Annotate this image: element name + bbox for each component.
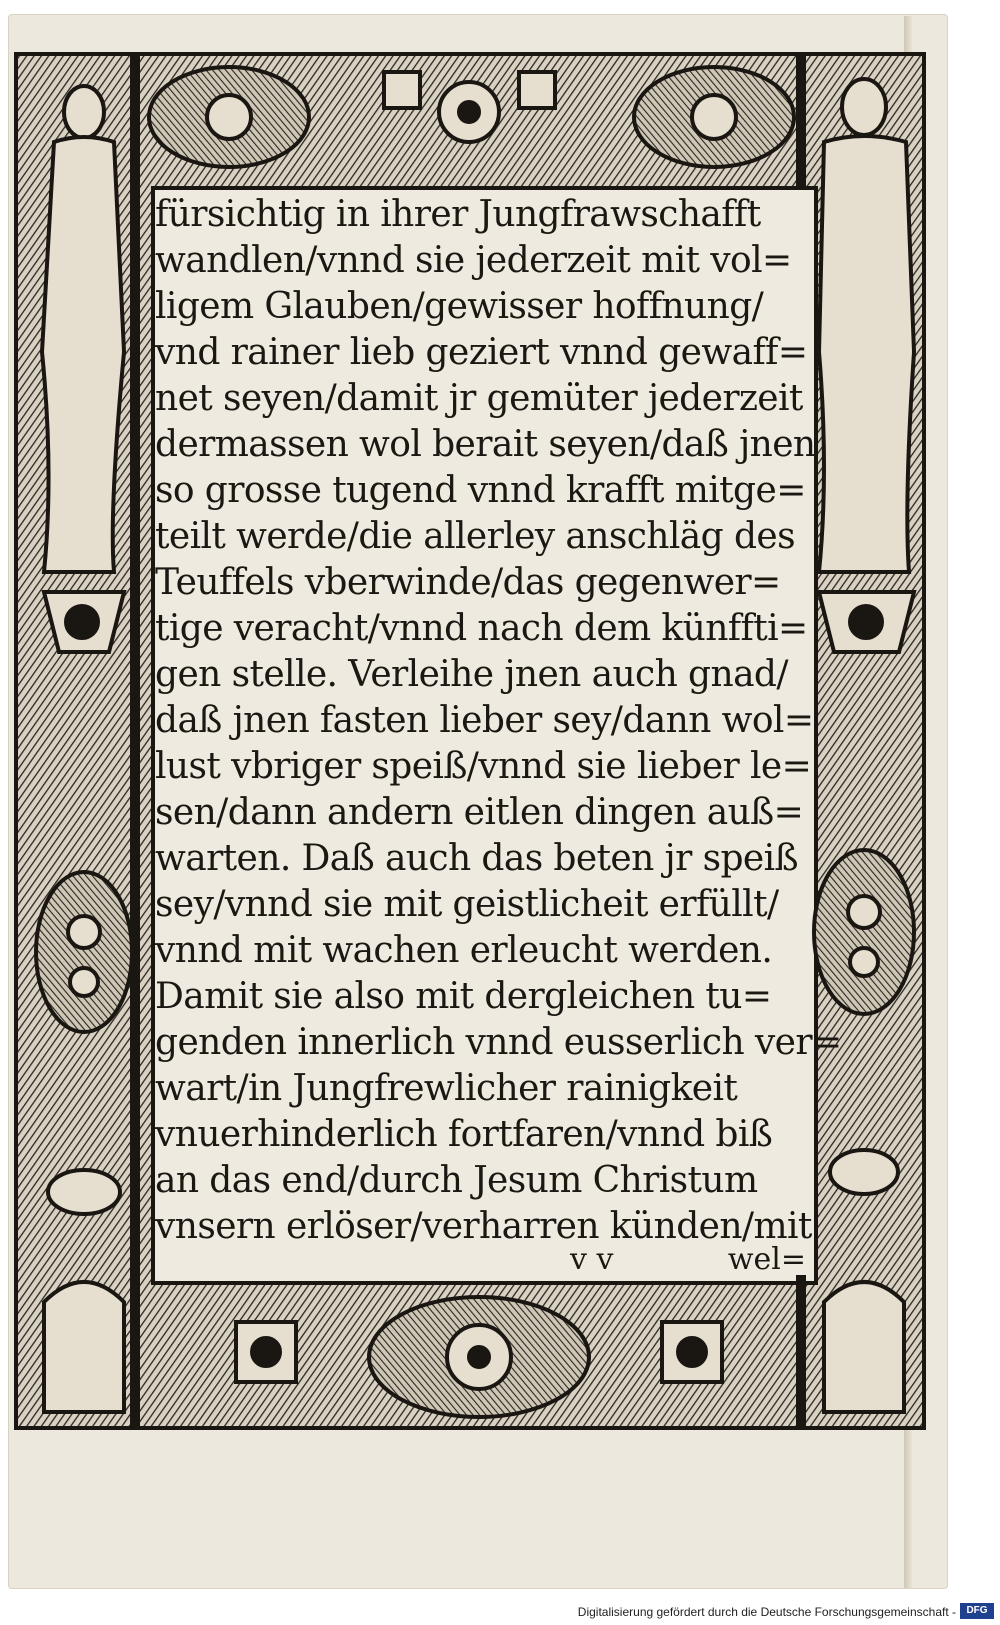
text-line: vnd rainer lieb geziert vnnd gewaff= [155, 332, 808, 373]
text-line: wart/in Jungfrewlicher rainigkeit [155, 1068, 738, 1109]
text-line: dermassen wol berait seyen/daß jnen [155, 424, 816, 465]
text-line: wandlen/vnnd sie jederzeit mit vol= [155, 240, 792, 281]
text-line: vnnd mit wachen erleucht werden. [155, 930, 773, 971]
text-line: net seyen/damit jr gemüter jederzeit [155, 378, 803, 419]
text-line: Damit sie also mit dergleichen tu= [155, 976, 772, 1017]
text-line: daß jnen fasten lieber sey/dann wol= [155, 700, 814, 741]
text-line: sey/vnnd sie mit geistlicheit erfüllt/ [155, 884, 779, 925]
text-block [155, 190, 842, 1277]
text-line: teilt werde/die allerley anschläg des [155, 516, 795, 557]
text-line: an das end/durch Jesum Christum [155, 1160, 758, 1201]
funding-credit: Digitalisierung gefördert durch die Deutsche Forschungsgemeinschaft - [577, 1605, 956, 1619]
text-line: Teuffels vberwinde/das gegenwer= [155, 562, 781, 603]
footer-bar [0, 1597, 1000, 1625]
right-figure [819, 79, 914, 652]
text-line: fürsichtig in ihrer Jungfrawschafft [155, 194, 761, 235]
catchword: wel= [727, 1242, 806, 1277]
text-line: genden innerlich vnnd eusserlich ver= [155, 1022, 842, 1063]
text-line: lust vbriger speiß/vnnd sie lieber le= [155, 746, 812, 787]
text-line: sen/dann andern eitlen dingen auß= [155, 792, 804, 833]
text-line: vnuerhinderlich fortfaren/vnnd biß [155, 1114, 773, 1155]
signature-mark: v v [570, 1242, 614, 1277]
catch-line [155, 1242, 810, 1282]
text-line: warten. Daß auch das beten jr speiß [155, 838, 798, 879]
text-line: gen stelle. Verleihe jnen auch gnad/ [155, 654, 788, 695]
text-line: ligem Glauben/gewisser hoffnung/ [155, 286, 764, 327]
text-line: tige veracht/vnnd nach dem künffti= [155, 608, 808, 649]
text-line: so grosse tugend vnnd krafft mitge= [155, 470, 806, 511]
left-figure [42, 86, 124, 652]
dfg-logo: DFG [960, 1603, 994, 1619]
text-line: vnsern erlöser/verharren künden/mit [155, 1206, 812, 1247]
